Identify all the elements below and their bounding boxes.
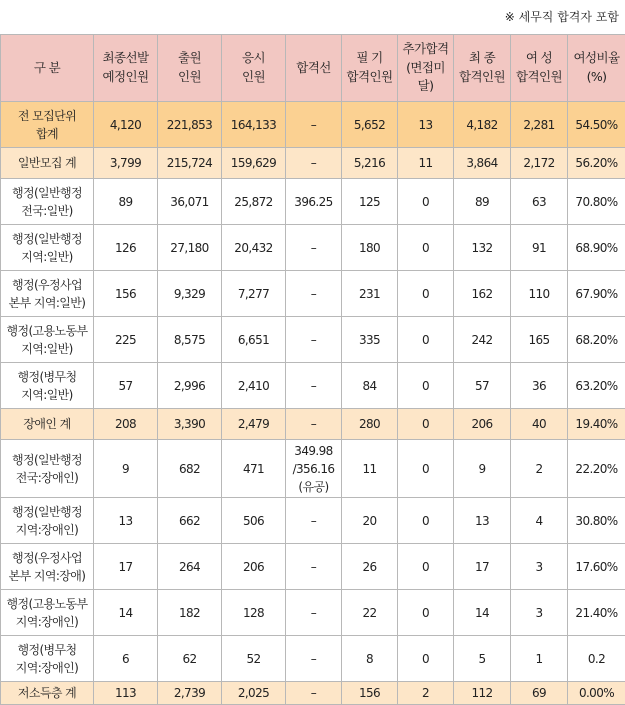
column-header: 추가합격 (면접미달) bbox=[398, 35, 454, 102]
table-cell: 2,996 bbox=[158, 363, 222, 409]
table-cell: 13 bbox=[398, 102, 454, 148]
column-header: 필 기 합격인원 bbox=[342, 35, 398, 102]
table-cell: 506 bbox=[222, 498, 286, 544]
table-cell: 0 bbox=[398, 409, 454, 440]
table-cell: – bbox=[286, 544, 342, 590]
table-cell: 17 bbox=[94, 544, 158, 590]
table-cell: 13 bbox=[454, 498, 511, 544]
table-cell: 22 bbox=[342, 590, 398, 636]
table-cell: 2,172 bbox=[511, 148, 568, 179]
table-cell: 26 bbox=[342, 544, 398, 590]
table-row bbox=[1, 363, 625, 409]
table-cell: – bbox=[286, 363, 342, 409]
table-cell: 52 bbox=[222, 636, 286, 682]
table-cell: 206 bbox=[454, 409, 511, 440]
table-cell: 89 bbox=[94, 179, 158, 225]
table-cell: 0.2 bbox=[568, 636, 625, 682]
table-cell: 7,277 bbox=[222, 271, 286, 317]
table-cell: 70.80% bbox=[568, 179, 625, 225]
table-cell: 206 bbox=[222, 544, 286, 590]
table-cell: 165 bbox=[511, 317, 568, 363]
row-label: 전 모집단위 합계 bbox=[1, 102, 94, 148]
table-cell: 8,575 bbox=[158, 317, 222, 363]
table-cell: 4 bbox=[511, 498, 568, 544]
table-cell: 11 bbox=[398, 148, 454, 179]
table-cell: 215,724 bbox=[158, 148, 222, 179]
table-row bbox=[1, 102, 625, 148]
table-cell: 84 bbox=[342, 363, 398, 409]
table-cell: 63.20% bbox=[568, 363, 625, 409]
table-cell: 125 bbox=[342, 179, 398, 225]
column-header: 최 종 합격인원 bbox=[454, 35, 511, 102]
table-cell: 110 bbox=[511, 271, 568, 317]
table-row bbox=[1, 544, 625, 590]
table-cell: 0 bbox=[398, 225, 454, 271]
table-cell: 682 bbox=[158, 440, 222, 498]
row-label: 행정(일반행정 지역:장애인) bbox=[1, 498, 94, 544]
table-cell: 113 bbox=[94, 682, 158, 705]
row-label: 일반모집 계 bbox=[1, 148, 94, 179]
table-row bbox=[1, 317, 625, 363]
row-label: 행정(우정사업 본부 지역:장애) bbox=[1, 544, 94, 590]
table-cell: – bbox=[286, 590, 342, 636]
table-cell: 21.40% bbox=[568, 590, 625, 636]
column-header: 여 성 합격인원 bbox=[511, 35, 568, 102]
table-cell: 156 bbox=[342, 682, 398, 705]
column-header: 출원 인원 bbox=[158, 35, 222, 102]
table-cell: 3 bbox=[511, 544, 568, 590]
row-label: 행정(우정사업 본부 지역:일반) bbox=[1, 271, 94, 317]
table-cell: 89 bbox=[454, 179, 511, 225]
table-cell: 20 bbox=[342, 498, 398, 544]
table-cell: 159,629 bbox=[222, 148, 286, 179]
table-cell: – bbox=[286, 271, 342, 317]
table-cell: – bbox=[286, 682, 342, 705]
column-header: 구 분 bbox=[1, 35, 94, 102]
table-cell: – bbox=[286, 498, 342, 544]
table-cell: 2 bbox=[398, 682, 454, 705]
table-cell: 2 bbox=[511, 440, 568, 498]
table-cell: 1 bbox=[511, 636, 568, 682]
table-cell: 164,133 bbox=[222, 102, 286, 148]
row-label: 장애인 계 bbox=[1, 409, 94, 440]
table-cell: 471 bbox=[222, 440, 286, 498]
table-cell: 208 bbox=[94, 409, 158, 440]
table-row bbox=[1, 148, 625, 179]
table-row bbox=[1, 225, 625, 271]
table-cell: 3 bbox=[511, 590, 568, 636]
table-row bbox=[1, 409, 625, 440]
table-cell: 231 bbox=[342, 271, 398, 317]
table-cell: 128 bbox=[222, 590, 286, 636]
table-cell: 182 bbox=[158, 590, 222, 636]
table-cell: 62 bbox=[158, 636, 222, 682]
table-cell: 6,651 bbox=[222, 317, 286, 363]
table-cell: 221,853 bbox=[158, 102, 222, 148]
row-label: 행정(일반행정 전국:일반) bbox=[1, 179, 94, 225]
table-cell: 0 bbox=[398, 544, 454, 590]
table-cell: 662 bbox=[158, 498, 222, 544]
table-row bbox=[1, 682, 625, 705]
row-label: 행정(일반행정 지역:일반) bbox=[1, 225, 94, 271]
table-cell: 0.00% bbox=[568, 682, 625, 705]
table-row bbox=[1, 271, 625, 317]
table-cell: 40 bbox=[511, 409, 568, 440]
column-header: 합격선 bbox=[286, 35, 342, 102]
table-cell: 349.98 /356.16 (유공) bbox=[286, 440, 342, 498]
table-cell: 56.20% bbox=[568, 148, 625, 179]
table-cell: 225 bbox=[94, 317, 158, 363]
table-cell: 5,652 bbox=[342, 102, 398, 148]
table-cell: 132 bbox=[454, 225, 511, 271]
table-cell: 20,432 bbox=[222, 225, 286, 271]
table-cell: 8 bbox=[342, 636, 398, 682]
table-row bbox=[1, 179, 625, 225]
table-cell: 68.90% bbox=[568, 225, 625, 271]
table-cell: 9 bbox=[94, 440, 158, 498]
row-label: 행정(고용노동부 지역:일반) bbox=[1, 317, 94, 363]
table-cell: 13 bbox=[94, 498, 158, 544]
table-cell: 396.25 bbox=[286, 179, 342, 225]
row-label: 행정(병무청 지역:장애인) bbox=[1, 636, 94, 682]
row-label: 저소득층 계 bbox=[1, 682, 94, 705]
table-cell: 0 bbox=[398, 498, 454, 544]
table-cell: 17 bbox=[454, 544, 511, 590]
table-row bbox=[1, 440, 625, 498]
table-row bbox=[1, 498, 625, 544]
table-cell: 2,739 bbox=[158, 682, 222, 705]
table-cell: 2,410 bbox=[222, 363, 286, 409]
table-cell: 5 bbox=[454, 636, 511, 682]
table-cell: – bbox=[286, 102, 342, 148]
table-row bbox=[1, 636, 625, 682]
table-cell: 0 bbox=[398, 271, 454, 317]
table-cell: 335 bbox=[342, 317, 398, 363]
table-cell: 9,329 bbox=[158, 271, 222, 317]
table-cell: 69 bbox=[511, 682, 568, 705]
row-label: 행정(병무청 지역:일반) bbox=[1, 363, 94, 409]
column-header: 응시 인원 bbox=[222, 35, 286, 102]
table-cell: 22.20% bbox=[568, 440, 625, 498]
table-cell: 162 bbox=[454, 271, 511, 317]
table-cell: – bbox=[286, 317, 342, 363]
table-cell: 25,872 bbox=[222, 179, 286, 225]
table-cell: 0 bbox=[398, 636, 454, 682]
table-cell: 0 bbox=[398, 317, 454, 363]
table-cell: 57 bbox=[94, 363, 158, 409]
table-cell: 36,071 bbox=[158, 179, 222, 225]
table-cell: 2,479 bbox=[222, 409, 286, 440]
table-cell: 9 bbox=[454, 440, 511, 498]
table-cell: 4,182 bbox=[454, 102, 511, 148]
table-cell: 11 bbox=[342, 440, 398, 498]
table-cell: 3,390 bbox=[158, 409, 222, 440]
row-label: 행정(일반행정 전국:장애인) bbox=[1, 440, 94, 498]
header-row bbox=[1, 35, 625, 102]
table-cell: 14 bbox=[94, 590, 158, 636]
table-cell: 242 bbox=[454, 317, 511, 363]
table-cell: 264 bbox=[158, 544, 222, 590]
table-cell: 0 bbox=[398, 590, 454, 636]
table-cell: 112 bbox=[454, 682, 511, 705]
table-cell: 0 bbox=[398, 179, 454, 225]
table-cell: 27,180 bbox=[158, 225, 222, 271]
table-cell: 19.40% bbox=[568, 409, 625, 440]
table-cell: 4,120 bbox=[94, 102, 158, 148]
table-cell: 5,216 bbox=[342, 148, 398, 179]
table-cell: 0 bbox=[398, 363, 454, 409]
table-cell: – bbox=[286, 225, 342, 271]
table-cell: 67.90% bbox=[568, 271, 625, 317]
table-cell: 2,281 bbox=[511, 102, 568, 148]
recruitment-results-table bbox=[0, 34, 625, 705]
table-cell: – bbox=[286, 636, 342, 682]
table-cell: 3,799 bbox=[94, 148, 158, 179]
table-cell: 36 bbox=[511, 363, 568, 409]
row-label: 행정(고용노동부 지역:장애인) bbox=[1, 590, 94, 636]
table-row bbox=[1, 590, 625, 636]
table-cell: 14 bbox=[454, 590, 511, 636]
table-cell: 54.50% bbox=[568, 102, 625, 148]
table-cell: 3,864 bbox=[454, 148, 511, 179]
table-cell: 126 bbox=[94, 225, 158, 271]
column-header: 최종선발 예정인원 bbox=[94, 35, 158, 102]
table-cell: 0 bbox=[398, 440, 454, 498]
table-cell: 2,025 bbox=[222, 682, 286, 705]
table-cell: 6 bbox=[94, 636, 158, 682]
column-header: 여성비율 (%) bbox=[568, 35, 625, 102]
table-cell: 30.80% bbox=[568, 498, 625, 544]
table-cell: 180 bbox=[342, 225, 398, 271]
table-cell: 17.60% bbox=[568, 544, 625, 590]
table-cell: – bbox=[286, 148, 342, 179]
footnote: ※ 세무직 합격자 포함 bbox=[505, 2, 619, 32]
table-cell: 91 bbox=[511, 225, 568, 271]
table-cell: 68.20% bbox=[568, 317, 625, 363]
table-cell: – bbox=[286, 409, 342, 440]
table-cell: 63 bbox=[511, 179, 568, 225]
table-cell: 57 bbox=[454, 363, 511, 409]
table-cell: 156 bbox=[94, 271, 158, 317]
table-cell: 280 bbox=[342, 409, 398, 440]
